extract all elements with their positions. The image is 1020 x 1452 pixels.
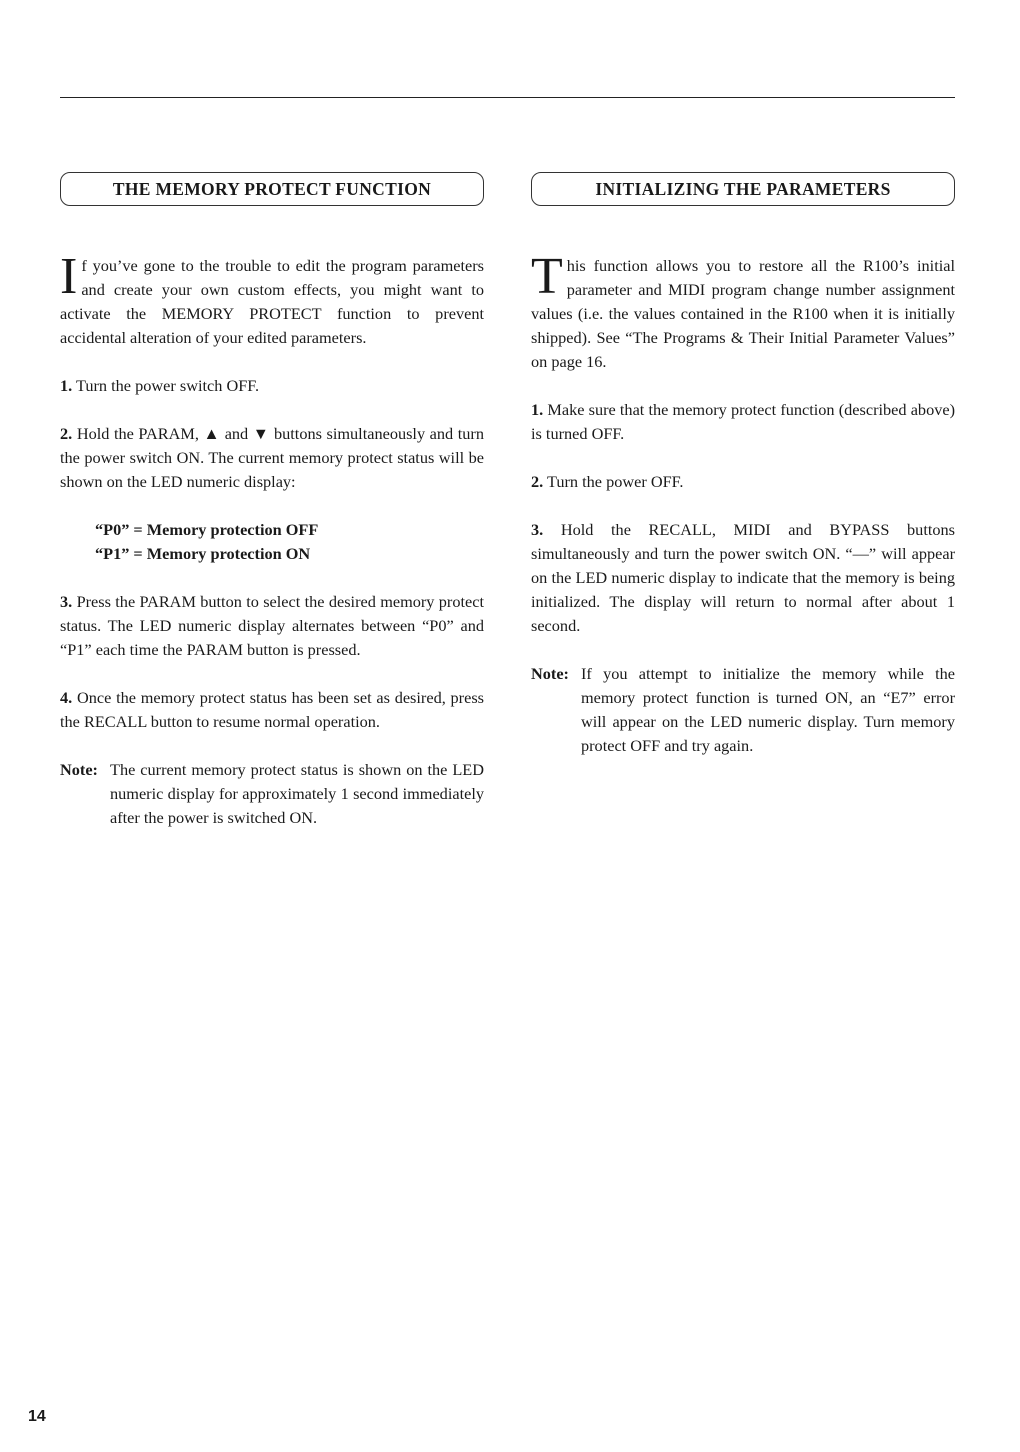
step-4 [60,686,484,734]
step-2 [531,470,955,494]
note [60,758,484,830]
intro-text: his function allows you to restore all the R100’s initial parameter and MIDI program change number assignment values (i.e. the values contained in the R100 when it is initially shipped). See “The Programs & Their Initial Parameter Values” on page 16. [531,256,955,371]
intro-paragraph [531,248,955,374]
step-text: Hold the RECALL, MIDI and BYPASS buttons simultaneously and turn the power switch ON. “—” will appear on the LED numeric display to indicate that the memory is being initialized. The display will return to normal after about 1 second. [531,520,955,635]
step-3 [531,518,955,638]
step-text: Press the PARAM button to select the desired memory protect status. The LED numeric display alternates between “P0” and “P1” each time the PARAM button is pressed. [60,592,484,659]
step-text: Hold the PARAM, ▲ and ▼ buttons simultaneously and turn the power switch ON. The current memory protect status will be shown on the LED numeric display: [60,424,484,491]
step-text: Turn the power switch OFF. [76,376,260,395]
step-1 [531,398,955,446]
step-number: 3. [60,592,73,611]
step-number: 2. [531,472,544,491]
top-rule [60,97,955,98]
note-label: Note: [531,664,569,683]
step-text: Once the memory protect status has been set as desired, press the RECALL button to resume normal operation. [60,688,484,731]
step-3 [60,590,484,662]
step-2 [60,422,484,494]
note-label: Note: [60,760,98,779]
intro-text: f you’ve gone to the trouble to edit the program parameters and create your own custom effects, you might want to activate the MEMORY PROTECT function to prevent accidental alteration of your edited parameters. [60,256,484,347]
section-heading: THE MEMORY PROTECT FUNCTION [60,172,484,206]
status-list [60,518,484,566]
note [531,662,955,758]
step-number: 3. [531,520,544,539]
status-off-line: “P0” = Memory protection OFF [95,520,319,539]
note-text: If you attempt to initialize the memory while the memory protect function is turned ON, an “E7” error will appear on the LED numeric display. Turn memory protect OFF and try again. [581,664,955,755]
step-text: Make sure that the memory protect function (described above) is turned OFF. [531,400,955,443]
drop-cap: T [531,248,563,305]
step-number: 1. [531,400,544,419]
note-text: The current memory protect status is shown on the LED numeric display for approximately 1 second immediately after the power is switched ON. [110,760,484,827]
section-heading: INITIALIZING THE PARAMETERS [531,172,955,206]
step-number: 1. [60,376,73,395]
step-1 [60,374,484,398]
step-number: 2. [60,424,73,443]
step-text: Turn the power OFF. [547,472,684,491]
drop-cap: I [60,248,78,305]
status-on-line: “P1” = Memory protection ON [95,544,311,563]
memory-protect-section [60,172,484,830]
initializing-section [531,172,955,758]
step-number: 4. [60,688,73,707]
page-number: 14 [28,1408,46,1425]
intro-paragraph [60,248,484,350]
